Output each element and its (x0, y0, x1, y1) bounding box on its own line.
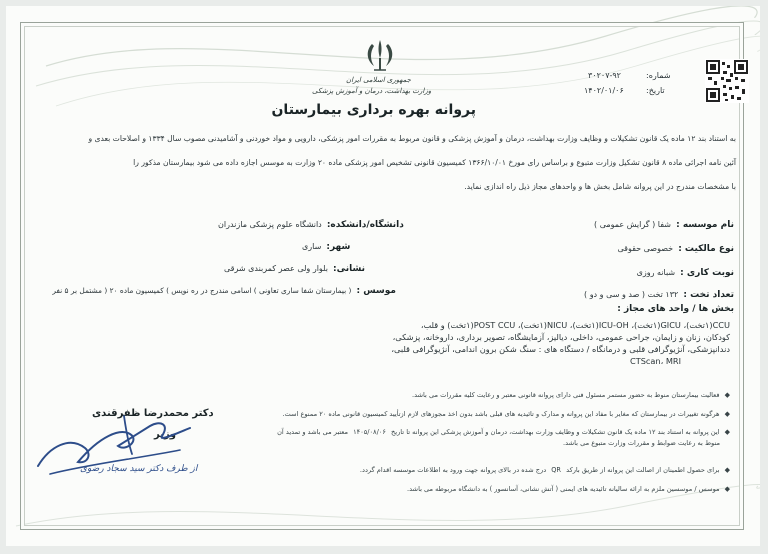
document-title: پروانه بهره برداری بیمارستان (271, 102, 476, 118)
diamond-bullet-icon: ◆ (724, 466, 730, 474)
note-3-end: معتبر می باشد و تمدید آن (277, 428, 349, 436)
qr-code-icon (705, 59, 749, 103)
shift-row (637, 260, 734, 279)
government-line-1: جمهوری اسلامی ایران (346, 76, 411, 84)
minister-title: وزیر (154, 429, 176, 440)
note-3-text: این پروانه به استناد بند ۱۲ ماده یک قانون تشکیلات و وظایف وزارت بهداشت، درمان و آموزش پزشکی این پروانه تا تاریخ (391, 428, 720, 436)
city-label: شهر: (326, 242, 351, 252)
diamond-bullet-icon: ◆ (724, 391, 730, 399)
university-label: دانشگاه/دانشکده: (326, 220, 404, 230)
body-line-3: با مشخصات مندرج در این پروانه شامل بخش ها و واحدهای مجاز ذیل راه اندازی نماید. (464, 182, 736, 191)
note-5 (360, 457, 730, 476)
founder-value: ( بیمارستان شفا ساری تعاونی ) اسامی مندرج در ره نویس ) کمیسیون ماده ۲۰ ( مشتمل بر ۵ نفر (52, 286, 352, 295)
note-1-text: فعالیت بیمارستان منوط به حضور مستمر مسئول فنی دارای پروانه قانونی معتبر و رعایت کلیه مقررات می باشد. (411, 391, 720, 399)
departments-label: بخش ها / واحد های مجاز : (617, 304, 734, 314)
address-label: نشانی: (333, 264, 366, 274)
body-line-1: به استناد بند ۱۲ ماده یک قانون تشکیلات و وظایف وزارت بهداشت، درمان و آموزش پزشکی و قانون مربوط به مقررات امور پزشکی، دارویی و مواد خوردنی و آشامیدنی مصوب سال ۱۳۳۴ و اصلاحات بعدی و (88, 134, 736, 143)
city-row (302, 234, 350, 253)
note-5-end: درج شده در بالای پروانه جهت ورود به اطلاعات موسسه اقدام گردد. (359, 466, 547, 474)
note-5-text: برای حصول اطمینان از اصالت این پروانه از طریق بارکد (566, 466, 720, 474)
ownership-value: خصوصی حقوقی (617, 244, 674, 253)
note-3-date: ۱۴۰۵/۰۸/۰۶ (353, 428, 386, 436)
number-label: شماره: (646, 71, 671, 80)
handwritten-signature-icon (30, 406, 240, 486)
note-5-qr: QR (551, 466, 562, 474)
departments-line-3: دندانپزشکی، آنژیوگرافی قلبی و درمانگاه / دستگاه های : سنگ شکن برون اندامی، آنژیوگرافی قلبی، (391, 344, 730, 354)
city-value: ساری (302, 242, 322, 251)
ownership-label: نوع مالکیت : (678, 244, 734, 254)
note-3 (277, 419, 730, 438)
institute-row (594, 212, 734, 231)
note-6 (407, 476, 730, 495)
number-value: ۳۰۲۰۷-۹۲ (588, 71, 621, 80)
note-4: منوط به رعایت ضوابط و مقررات وزارت متبوع می باشد. (563, 439, 720, 447)
departments-line-2: کودکان، زنان و زایمان، جراحی عمومی، داخلی، دیالیز، آزمایشگاه، تصویر برداری، داروخانه، پزشکی، (392, 332, 730, 342)
shift-label: نوبت کاری : (680, 268, 734, 278)
minister-name: دکتر محمدرضا ظفرقندی (92, 408, 214, 419)
beds-label: تعداد تخت : (683, 290, 734, 300)
date-label: تاریخ: (646, 86, 665, 95)
address-value: بلوار ولی عصر کمربندی شرقی (224, 264, 328, 273)
university-value: دانشگاه علوم پزشکی مازندران (218, 220, 322, 229)
founder-row (48, 278, 396, 297)
institute-label: نام موسسه : (676, 220, 734, 230)
note-2 (282, 401, 730, 420)
handwritten-on-behalf-text: از طرف دکتر سید سجاد رضوی (80, 464, 198, 474)
diamond-bullet-icon: ◆ (724, 428, 730, 436)
note-6-text: موسس / موسسین ملزم به ارائه سالیانه تائیدیه های ایمنی ( آتش نشانی، آسانسور ) به دانشگاه مربوطه می باشد. (407, 485, 720, 493)
institute-value: شفا ( گرایش عمومی ) (594, 220, 671, 229)
ministry-line: وزارت بهداشت، درمان و آموزش پزشکی (312, 87, 432, 95)
beds-value: ۱۳۲ تخت ( صد و سی و دو ) (584, 290, 679, 299)
departments-line-4: CTScan، MRI (630, 356, 682, 366)
address-row (224, 256, 365, 275)
note-1 (412, 382, 730, 401)
iran-emblem-icon (358, 36, 402, 76)
departments-line-1: CCU(۱تخت)، GICU(۱تخت)، ICU-OH(۱تخت)، NICU(۱تخت)، POST CCU(۱تخت) و قلب، (420, 320, 730, 330)
shift-value: شبانه روزی (636, 268, 676, 277)
beds-row (584, 282, 734, 301)
founder-label: موسس : (356, 286, 396, 296)
note-2-text: هرگونه تغییرات در بیمارستان که مغایر با مفاد این پروانه و مدارک و تائیدیه های قبلی باشد بدون اخذ مجوزهای لازم ازتأیید کمیسیون قانونی ماده ۲۰ ممنوع است. (282, 410, 720, 418)
date-value: ۱۴۰۲/۰۱/۰۶ (584, 86, 624, 95)
university-row (218, 212, 404, 231)
diamond-bullet-icon: ◆ (724, 485, 730, 493)
license-document (6, 6, 760, 546)
body-line-2: آئین نامه اجرائی ماده ۸ قانون تشکیل وزارت متبوع و براساس رای مورخ ۱۳۶۶/۱۰/۰۱ کمیسیون قانونی تشخیص امور پزشکی ماده ۲۰ وزارت به موسس اجازه داده می شود بیمارستان مذکور را (133, 158, 736, 167)
ownership-row (617, 236, 734, 255)
diamond-bullet-icon: ◆ (724, 410, 730, 418)
